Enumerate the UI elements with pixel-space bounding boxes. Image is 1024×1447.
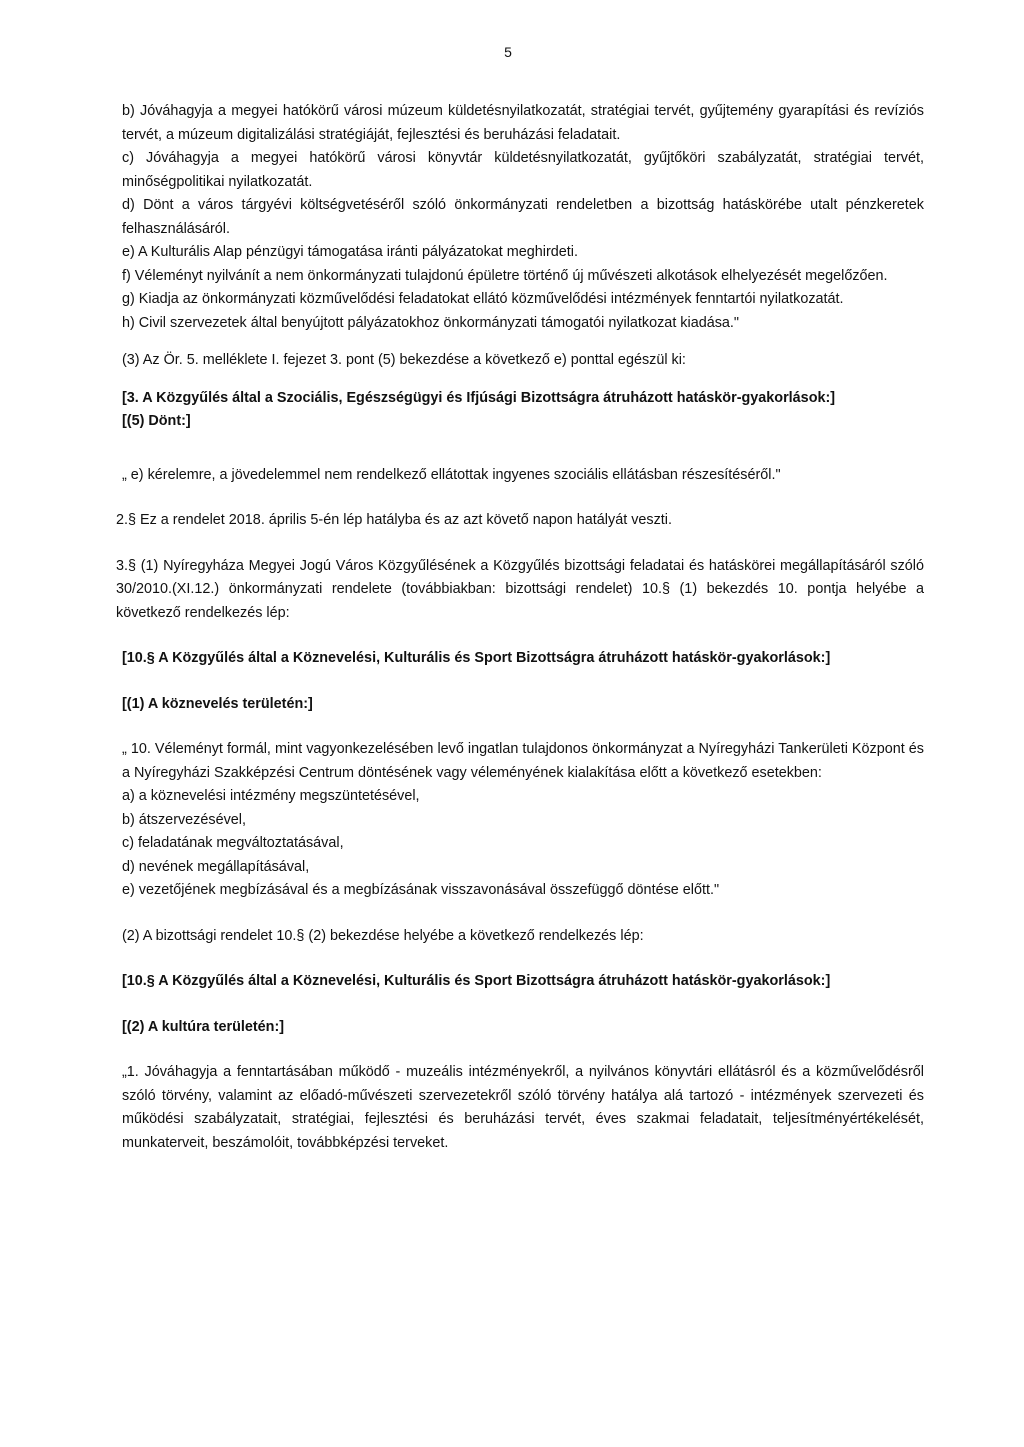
quote-10-item-d: d) nevének megállapításával, xyxy=(122,858,310,875)
heading-10b-line2: [(2) A kultúra területén:] xyxy=(122,1018,285,1035)
quote-1: „1. Jóváhagyja a fenntartásában működő - muzeális intézményekről, a nyilvános könyvtári ellátásról és a közművelődésről szóló törvény, valamint az előadó-művészeti szervezetekről szóló törvény hatálya alá tartozó - intézmények szervezeti és működési szabályzatait, stratégiai, fejlesztési és beruházási tervét, éves szakmai feladatait, teljesítményértékelését, munkaterveit, beszámolóit, továbbképzési terveket. xyxy=(122,1064,924,1151)
quote-10-item-c: c) feladatának megváltoztatásával, xyxy=(122,835,344,851)
heading-10a-line1: [10.§ A Közgyűlés által a Köznevelési, Kulturális és Sport Bizottságra átruházott hatáskör-gyakorlások:] xyxy=(122,650,831,666)
paragraph-3: (3) Az Ör. 5. melléklete I. fejezet 3. pont (5) bekezdése a következő e) ponttal egészül ki: xyxy=(122,352,686,368)
section-3: 3.§ (1) Nyíregyháza Megyei Jogú Város Közgyűlésének a Közgyűlés bizottsági feladatai és hatáskörei megállapításáról szóló 30/2010.(XI.12.) önkormányzati rendelete (továbbiakban: bizottsági rendelet) 10.§ (1) bekezdés 10. pontja helyébe a következő rendelkezés lép: xyxy=(116,557,924,621)
document-body xyxy=(116,100,924,1155)
page-number: 5 xyxy=(504,44,512,60)
section-2: 2.§ Ez a rendelet 2018. április 5-én lép hatályba és az azt követő napon hatályát veszti. xyxy=(116,512,672,528)
paragraph-2: (2) A bizottsági rendelet 10.§ (2) bekezdése helyébe a következő rendelkezés lép: xyxy=(122,927,644,944)
item-h: h) Civil szervezetek által benyújtott pályázatokhoz önkormányzati támogatói nyilatkozat kiadása." xyxy=(122,314,740,331)
heading-10b-line1: [10.§ A Közgyűlés által a Köznevelési, Kulturális és Sport Bizottságra átruházott hatáskör-gyakorlások:] xyxy=(122,973,831,989)
heading-10a-line2: [(1) A köznevelés területén:] xyxy=(122,695,313,712)
heading-3-line2: [(5) Dönt:] xyxy=(122,413,191,429)
quote-10-item-e: e) vezetőjének megbízásával és a megbízásának visszavonásával összefüggő döntése előtt." xyxy=(122,882,720,898)
item-g: g) Kiadja az önkormányzati közművelődési feladatokat ellátó közművelődési intézmények fenntartói nyilatkozatát. xyxy=(122,291,844,307)
item-f: f) Véleményt nyilvánít a nem önkormányzati tulajdonú épületre történő új művészeti alkotások elhelyezését megelőzően. xyxy=(122,267,888,284)
heading-3-line1: [3. A Közgyűlés által a Szociális, Egészségügyi és Ifjúsági Bizottságra átruházott hatáskör-gyakorlások:] xyxy=(122,389,836,406)
item-d: d) Dönt a város tárgyévi költségvetéséről szóló önkormányzati rendeletben a bizottság hatáskörébe utalt pénzkeretek felhasználásáról. xyxy=(122,197,924,237)
item-b: b) Jóváhagyja a megyei hatókörű városi múzeum küldetésnyilatkozatát, stratégiai tervét, gyűjtemény gyarapítási és revíziós tervét, a múzeum digitalizálási stratégiáját, fejlesztési és beruházási feladatait. xyxy=(122,103,924,143)
quote-10-intro: „ 10. Véleményt formál, mint vagyonkezelésében levő ingatlan tulajdonos önkormányzat a Nyíregyházi Tankerületi Központ és a Nyíregyházi Szakképzési Centrum döntésének vagy véleményének kialakítása előtt a következő esetekben: xyxy=(122,741,924,781)
item-c: c) Jóváhagyja a megyei hatókörű városi könyvtár küldetésnyilatkozatát, gyűjtőköri szabályzatát, stratégiai tervét, minőségpolitikai nyilatkozatát. xyxy=(122,150,924,190)
quote-e: „ e) kérelemre, a jövedelemmel nem rendelkező ellátottak ingyenes szociális ellátásban részesítéséről." xyxy=(122,466,781,483)
item-e: e) A Kulturális Alap pénzügyi támogatása iránti pályázatokat meghirdeti. xyxy=(122,244,578,260)
quote-10-item-b: b) átszervezésével, xyxy=(122,811,246,828)
quote-10-item-a: a) a köznevelési intézmény megszüntetésével, xyxy=(122,788,420,804)
